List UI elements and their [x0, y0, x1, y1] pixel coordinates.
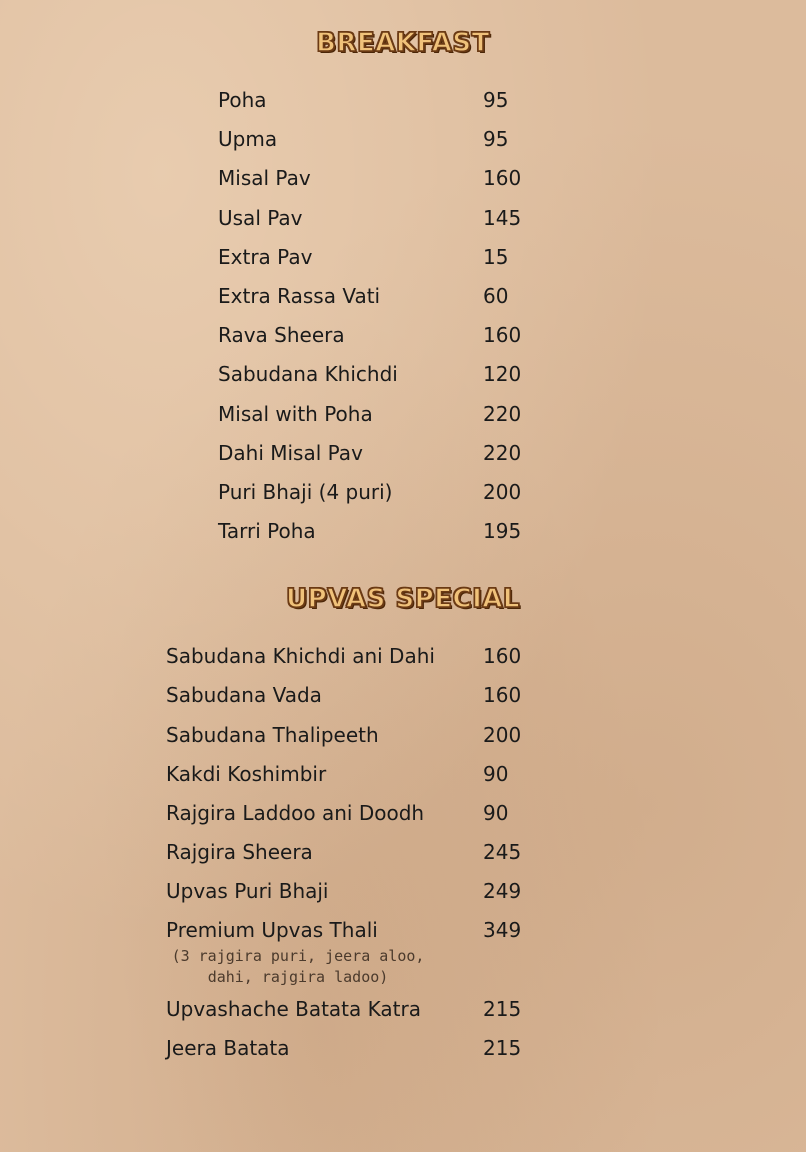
menu-item-price: 215 [483, 997, 522, 1021]
menu-item [0, 359, 806, 389]
menu-item [0, 438, 806, 468]
menu-item [0, 203, 806, 233]
menu-item-price: 95 [483, 88, 509, 112]
menu-item [0, 399, 806, 429]
thali-note-line-2: dahi, rajgira ladoo) [207, 968, 389, 986]
menu-item-price: 120 [483, 362, 522, 387]
menu-item-name: Jeera Batata [166, 1036, 290, 1060]
menu-item-name: Puri Bhaji (4 puri) [218, 480, 393, 504]
menu-item-name: Rajgira Laddoo ani Doodh [166, 801, 425, 825]
menu-item [0, 516, 806, 546]
menu-item-price: 90 [483, 762, 509, 786]
menu-item-price: 220 [483, 401, 522, 426]
menu-item-price: 15 [483, 244, 509, 269]
thali-note [153, 946, 443, 988]
menu-item-name: Sabudana Khichdi ani Dahi [166, 644, 435, 668]
menu-item [0, 759, 806, 789]
menu-item [0, 994, 806, 1024]
menu-item [0, 242, 806, 272]
menu-item-name: Misal Pav [218, 166, 311, 191]
menu-item-name: Usal Pav [218, 205, 303, 230]
menu-item [0, 163, 806, 193]
menu-item-name: Poha [218, 88, 267, 112]
menu-item-price: 95 [483, 127, 509, 152]
menu-item [0, 477, 806, 507]
menu-item-price: 200 [483, 723, 522, 747]
menu-item-name: Sabudana Khichdi [218, 362, 398, 387]
menu-item-name: Extra Pav [218, 244, 313, 269]
menu-item [0, 720, 806, 750]
menu-item-name: Rava Sheera [218, 323, 345, 348]
menu-item-price: 160 [483, 323, 522, 348]
menu-item-name: Rajgira Sheera [166, 840, 313, 864]
menu-item-name: Misal with Poha [218, 401, 373, 426]
menu-item-name: Upvas Puri Bhaji [166, 879, 329, 903]
menu-item [0, 680, 806, 710]
menu-item-name: Upvashache Batata Katra [166, 997, 421, 1021]
menu-item [0, 124, 806, 154]
menu-item-price: 349 [483, 918, 522, 942]
menu-item-price: 60 [483, 284, 509, 308]
menu-item-price: 200 [483, 480, 522, 504]
breakfast-heading: BREAKFAST [316, 28, 490, 58]
menu-item [0, 85, 806, 115]
menu-item-price: 220 [483, 440, 522, 465]
menu-item-name: Upma [218, 127, 278, 152]
menu-item [0, 281, 806, 311]
menu-item-name: Extra Rassa Vati [218, 284, 381, 308]
thali-note-line-1: (3 rajgira puri, jeera aloo, [171, 947, 425, 965]
menu-item [0, 876, 806, 906]
menu-item-name: Dahi Misal Pav [218, 440, 363, 465]
menu-item-name: Premium Upvas Thali [166, 918, 378, 942]
menu-item-price: 215 [483, 1036, 522, 1060]
menu-item [0, 641, 806, 671]
menu-item [0, 1033, 806, 1063]
menu-item-price: 160 [483, 644, 522, 668]
menu-item-price: 145 [483, 205, 522, 230]
upvas-heading: UPVAS SPECIAL [286, 584, 520, 614]
menu-item-name: Sabudana Vada [166, 683, 322, 707]
menu-item [0, 798, 806, 828]
menu-item [0, 837, 806, 867]
menu-item-price: 245 [483, 840, 522, 864]
menu-item-price: 90 [483, 801, 509, 825]
menu-item-price: 160 [483, 683, 522, 707]
menu-item [0, 320, 806, 350]
menu-item-name: Tarri Poha [218, 519, 316, 544]
menu-item-name: Sabudana Thalipeeth [166, 723, 379, 747]
menu-item-price: 249 [483, 879, 522, 903]
menu-item-price: 160 [483, 166, 522, 191]
menu-item-name: Kakdi Koshimbir [166, 762, 327, 786]
menu-item [0, 915, 806, 945]
menu-item-price: 195 [483, 519, 522, 544]
